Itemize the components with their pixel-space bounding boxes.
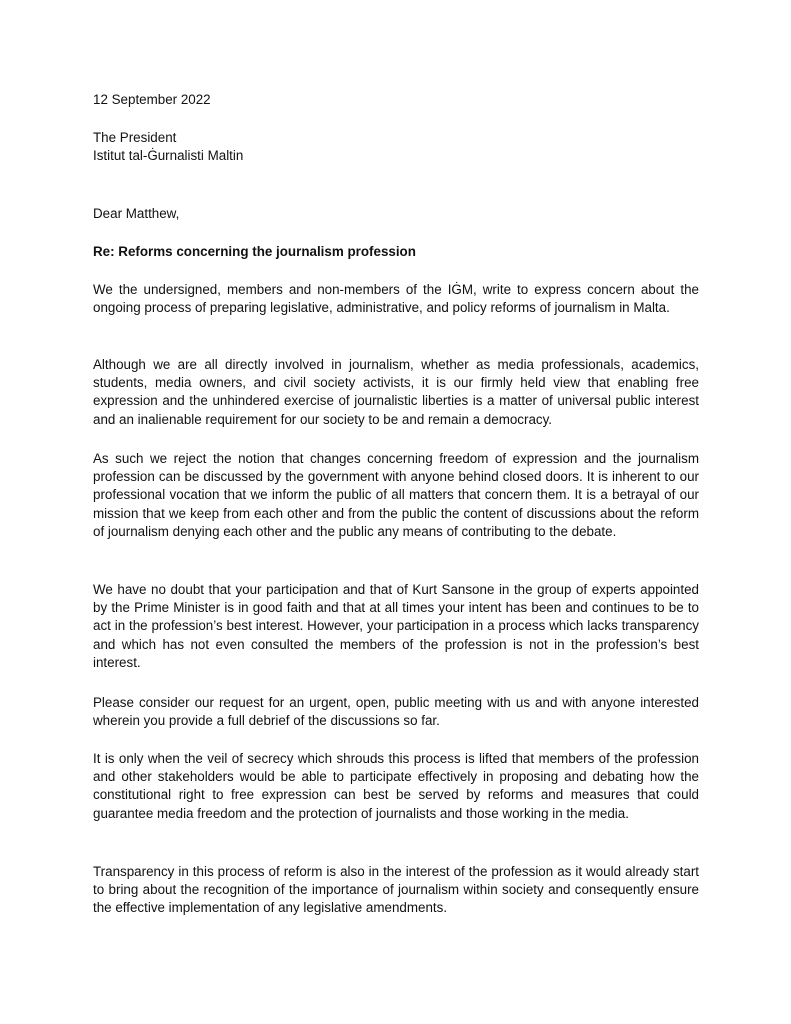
paragraph-1: We the undersigned, members and non-members of the IĠM, write to express concern about the ongoing process of preparing legislative, administrative, and policy reforms of journalism in Malta.	[93, 282, 699, 316]
letter-date	[93, 91, 699, 109]
subject-text: Re: Reforms concerning the journalism profession	[93, 244, 416, 259]
paragraph-3: As such we reject the notion that changes concerning freedom of expression and the journalism profession can be discussed by the government with anyone behind closed doors. It is inherent to our professional vocation that we inform the public of all matters that concern them. It is a betrayal of our mission that we keep from each other and from the public the content of discussions about the reform of journalism denying each other and the public any means of contributing to the debate.	[93, 451, 699, 539]
paragraph-4: We have no doubt that your participation and that of Kurt Sansone in the group of experts appointed by the Prime Minister is in good faith and that at all times your intent has been and continues to be to act in the profession’s best interest. However, your participation in a process which lacks transparency and which has not even consulted the members of the profession is not in the profession’s best interest.	[93, 582, 699, 670]
date-text: 12 September 2022	[93, 92, 211, 107]
recipient-title: The President	[93, 130, 177, 145]
salutation	[93, 205, 699, 223]
recipient-address	[93, 129, 699, 165]
paragraph-7: Transparency in this process of reform is also in the interest of the profession as it would already start to bring about the recognition of the importance of journalism within society and consequently ensure the effective implementation of any legislative amendments.	[93, 864, 699, 916]
paragraph-2: Although we are all directly involved in journalism, whether as media professionals, academics, students, media owners, and civil society activists, it is our firmly held view that enabling free expression and the unhindered exercise of journalistic liberties is a matter of universal public interest and an inalienable requirement for our society to be and remain a democracy.	[93, 357, 699, 427]
salutation-text: Dear Matthew,	[93, 206, 180, 221]
subject-line	[93, 243, 699, 261]
recipient-organization: Istitut tal-Ġurnalisti Maltin	[93, 148, 244, 164]
paragraph-5: Please consider our request for an urgent, open, public meeting with us and with anyone interested wherein you provide a full debrief of the discussions so far.	[93, 695, 699, 729]
paragraph-6: It is only when the veil of secrecy which shrouds this process is lifted that members of the profession and other stakeholders would be able to participate effectively in proposing and debating how the constitutional right to free expression can best be served by reforms and measures that could guarantee media freedom and the protection of journalists and those working in the media.	[93, 751, 699, 821]
